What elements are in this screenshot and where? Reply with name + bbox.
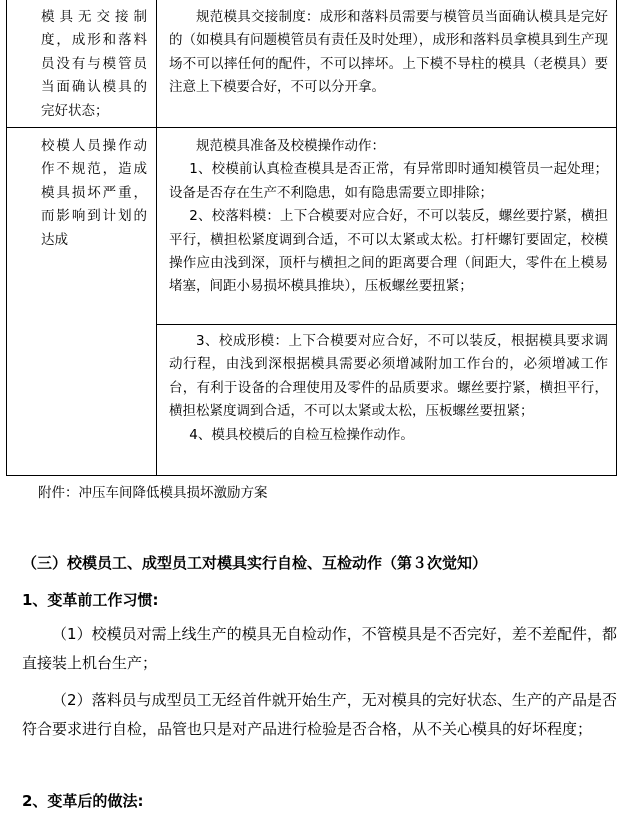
appendix-note: 附件：冲压车间降低模具损坏激励方案 [38, 485, 268, 501]
paragraph-item1: （1）校模员对需上线生产的模具无自检动作，不管模具是不否完好，差不差配件，都直接装上机台生产； [22, 625, 617, 672]
section-heading: （三）校模员工、成型员工对模具实行自检、互检动作（第３次觉知） [22, 554, 488, 572]
subheading-before: 1、变革前工作习惯: [22, 591, 159, 609]
row-divider [7, 127, 616, 128]
cell-divider [156, 324, 616, 325]
row2-solution-step3: 3、校成形模：上下合模要对应合好，不可以装反，根据模具要求调动行程，由浅到深根据模具需要必须增减附加工作台的，必须增减工作台，有利于设备的合理使用及零件的品质要求。螺丝要拧紧，横担平行，横担松紧度调到合适，不可以太紧或太松，压板螺丝要扭紧； [169, 333, 608, 420]
row1-problem-text: 模具无交接制度，成形和落料员没有与模管员当面确认模具的完好状态； [41, 9, 147, 119]
subheading-after: 2、变革后的做法: [22, 792, 144, 810]
row1-problem-cell [41, 6, 147, 123]
row2-solution-cell-bottom [169, 330, 608, 447]
column-divider [156, 0, 157, 475]
row2-solution-step1: 1、校模前认真检查模具是否正常，有异常即时通知模管员一起处理；设备是否存在生产不利隐患，如有隐患需要立即排除； [169, 161, 608, 201]
row1-solution-text: 规范模具交接制度：成形和落料员需要与模管员当面确认模具是完好的（如模具有问题模管员有责任及时处理），成形和落料员拿模具到生产现场不可以摔任何的配件，不可以摔坏。上下模不导柱的模具（老模具）要注意上下模要合好，不可以分开拿。 [169, 9, 608, 96]
row2-problem-cell [41, 135, 147, 252]
paragraph-item2: （2）落料员与成型员工无经首件就开始生产，无对模具的完好状态、生产的产品是否符合要求进行自检，品管也只是对产品进行检验是否合格，从不关心模具的好坏程度； [22, 691, 617, 738]
measures-table [6, 0, 617, 476]
row1-solution-cell [169, 6, 608, 100]
row2-solution-step4: 4、模具校模后的自检互检操作动作。 [189, 426, 414, 443]
row2-solution-intro: 规范模具准备及校模操作动作： [196, 138, 385, 154]
row2-solution-step2: 2、校落料模：上下合模要对应合好，不可以装反，螺丝要拧紧，横担平行，横担松紧度调到合适，不可以太紧或太松。打杆螺钉要固定，校模操作应由浅到深，顶杆与横担之间的距离要合理（间距大，零件在上模易堵塞，间距小易损坏模具推块），压板螺丝要扭紧； [169, 208, 608, 295]
row2-problem-text: 校模人员操作动作不规范，造成模具损坏严重，而影响到计划的达成 [41, 138, 147, 248]
row2-solution-cell-top [169, 135, 608, 299]
